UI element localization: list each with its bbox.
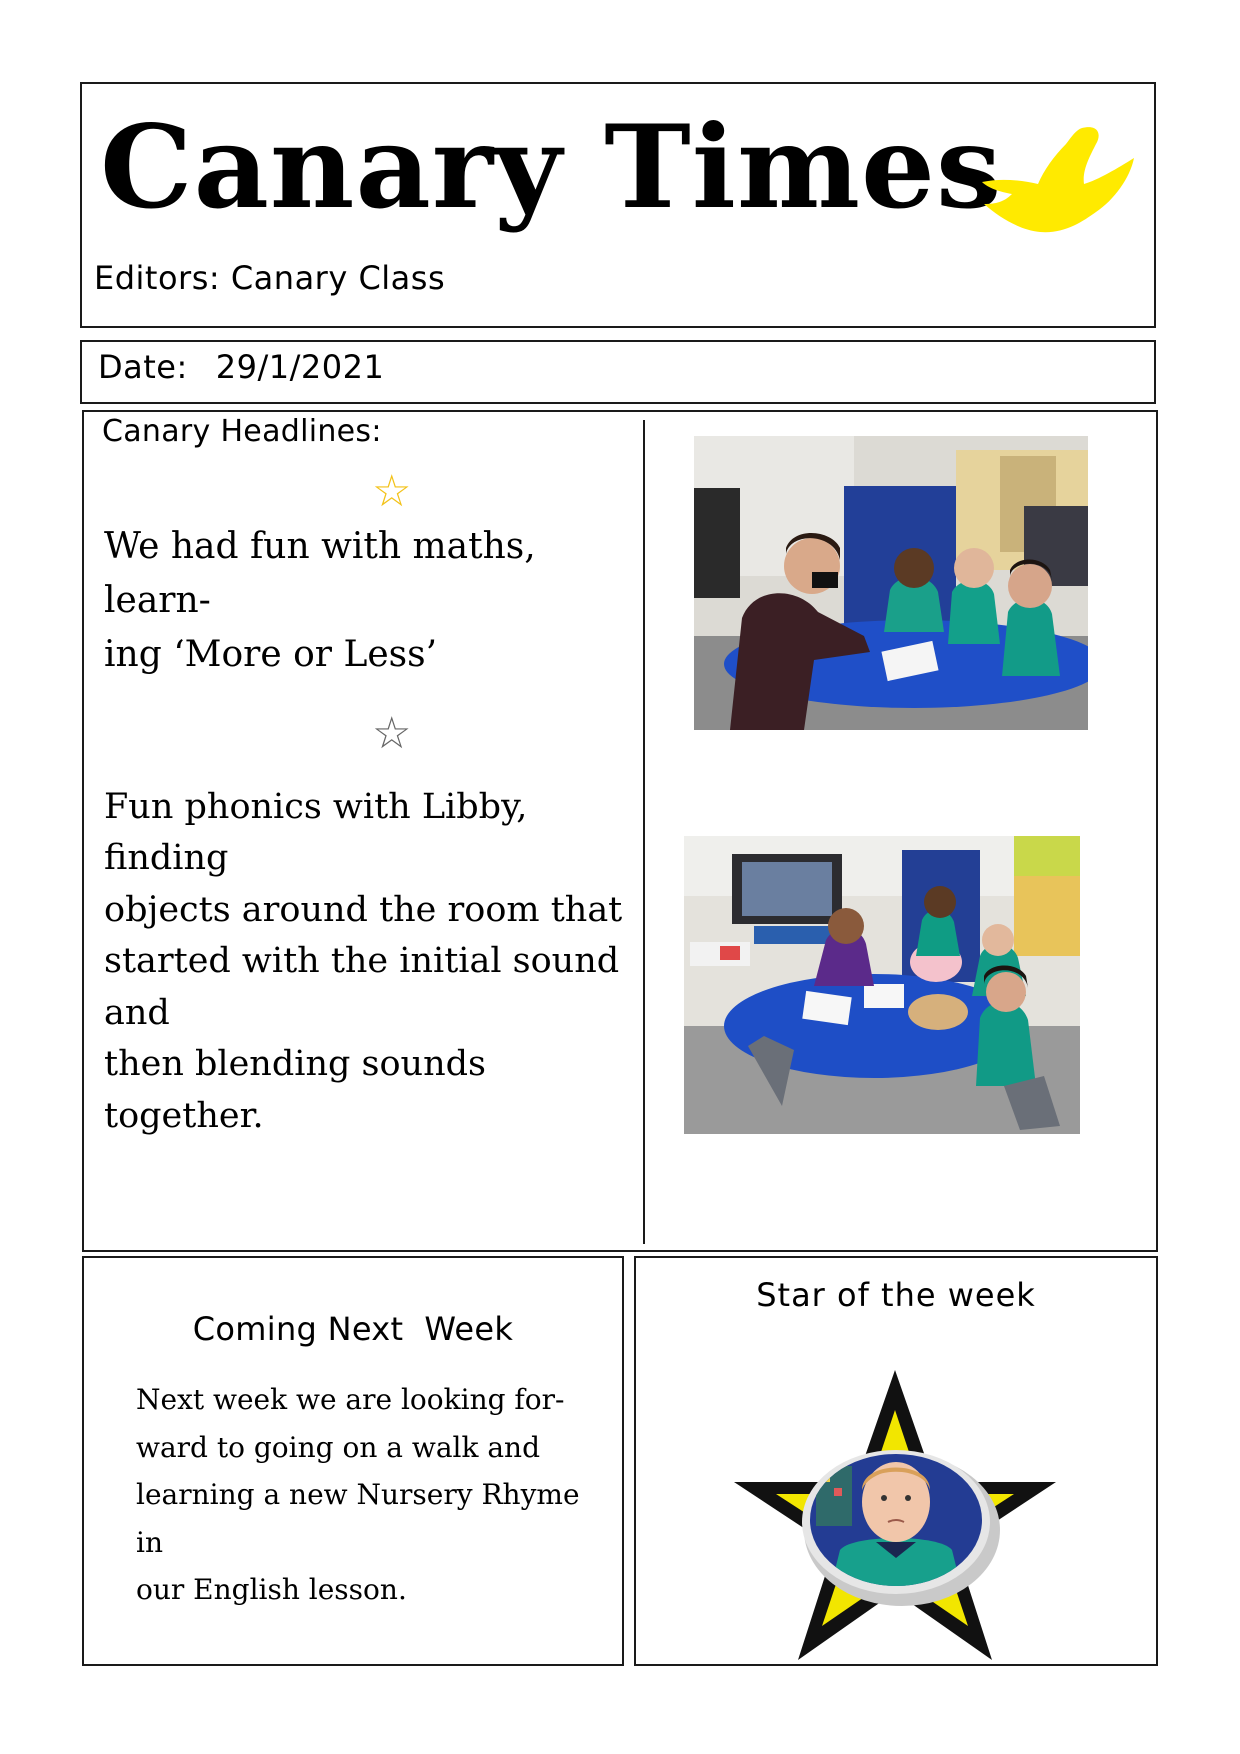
headline-story-maths <box>104 520 624 682</box>
text-line: ward to going on a walk and <box>136 1430 540 1464</box>
outline-star-icon: ☆ <box>372 708 412 759</box>
star-badge-icon <box>730 1370 1060 1660</box>
coming-next-week-heading: Coming Next Week <box>192 1310 514 1348</box>
gold-star-icon: ☆ <box>372 466 412 517</box>
headline-story-phonics <box>104 782 624 1142</box>
masthead <box>80 82 1156 328</box>
newsletter-title: Canary Times <box>100 100 1003 234</box>
coming-next-week-text <box>136 1376 596 1614</box>
maths-lesson-photo <box>694 436 1088 730</box>
story-line: then blending sounds together. <box>104 1044 486 1136</box>
text-line: learning a new Nursery Rhyme in <box>136 1478 580 1559</box>
date-label: Date: <box>98 348 188 386</box>
text-line: our English lesson. <box>136 1573 407 1607</box>
phonics-lesson-photo <box>684 836 1080 1134</box>
story-line: Fun phonics with Libby, finding <box>104 787 528 879</box>
date-bar <box>80 340 1156 404</box>
story-line: ing ‘More or Less’ <box>104 634 438 675</box>
star-of-the-week-panel <box>634 1256 1158 1666</box>
date-row <box>98 348 384 386</box>
text-line: Next week we are looking for- <box>136 1383 565 1416</box>
story-line: started with the initial sound and <box>104 941 620 1033</box>
star-of-the-week-heading: Star of the week <box>756 1276 1036 1314</box>
story-line: objects around the room that <box>104 889 623 930</box>
date-value: 29/1/2021 <box>215 348 385 386</box>
headlines-section <box>82 410 1158 1252</box>
story-line: We had fun with maths, learn- <box>104 526 536 621</box>
headlines-heading: Canary Headlines: <box>102 414 382 449</box>
column-divider <box>643 420 645 1244</box>
editors-line: Editors: Canary Class <box>94 259 446 297</box>
coming-next-week-panel <box>82 1256 624 1666</box>
yellow-bird-icon <box>978 122 1138 252</box>
